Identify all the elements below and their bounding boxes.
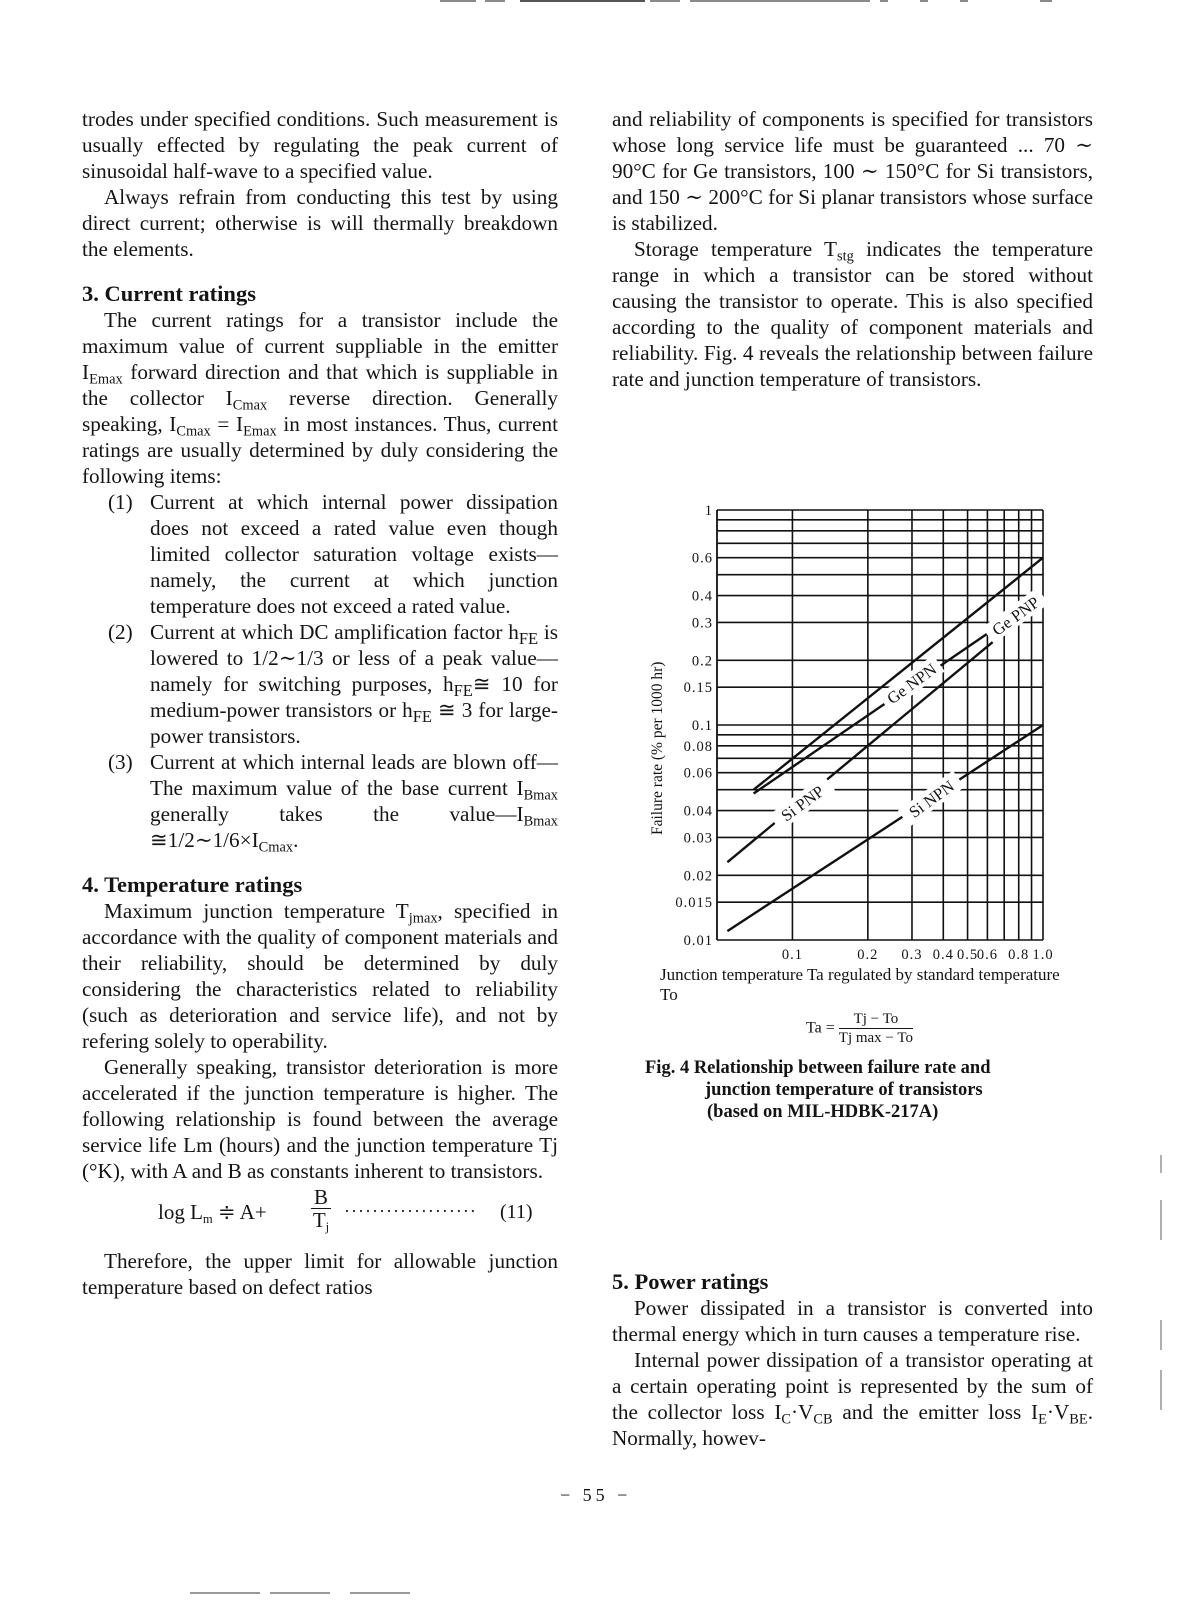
y-tick-label: 0.1 — [691, 718, 713, 734]
y-tick-label: 0.02 — [683, 868, 713, 885]
paragraph: Maximum junction temperature $T_{jmax}$, specified in accordance with the quality of component materials and their reliability, should be determined by duly considering the characteristics related to reliability (such as deterioration and service life), and not by refering solely to operability. — [82, 899, 558, 1053]
y-tick-label: 1 — [704, 503, 713, 519]
right-column-lower — [612, 1268, 1093, 1451]
scan-edge-tick — [1160, 1200, 1162, 1240]
scan-edge-tick — [1160, 1155, 1162, 1173]
paragraph: Internal power dissipation of a transistor operating at a certain operating point is represented by the sum of the collector loss $I_C\cdot V_{CB}$ and the emitter loss $I_E\cdot V_{BE}$. Normally, howev- — [612, 1348, 1093, 1450]
scan-top-edge-marks — [440, 0, 1120, 3]
equation-11: $\log L_m$ ≑ A+ $\frac{B}{T_j}$ ··················· (11) — [158, 1185, 533, 1234]
y-tick-labels — [675, 503, 713, 949]
equation-fraction: $\frac{B}{T_j}$ — [312, 1185, 330, 1234]
y-tick-label: 0.01 — [683, 933, 713, 949]
section-heading-power-ratings: 5. Power ratings — [612, 1269, 769, 1294]
current-rating-items-list — [82, 489, 558, 856]
page-number: − 55 − — [560, 1485, 632, 1505]
x-tick-label: 0.5 — [957, 947, 979, 963]
list-item: (1) Current at which internal power dissipation does not exceed a rated value even though limited collector saturation voltage exists—namely, the current at which junction temperature does not exceed a rated value. — [108, 490, 558, 618]
y-tick-label: 0.4 — [691, 588, 713, 605]
series-labels — [769, 588, 1049, 832]
series-label-si-pnp: Si PNP — [777, 781, 828, 826]
x-tick-labels — [782, 947, 1054, 963]
section-heading-current-ratings: 3. Current ratings — [82, 281, 256, 306]
paragraph: Always refrain from conducting this test by using direct current; otherwise is will thermally breakdown the elements. — [82, 185, 558, 261]
paragraph: and reliability of components is specified for transistors whose long service life must be guaranteed ... 70 ∼ 90°C for Ge transistors, 100 ∼ 150°C for Si transistors, and 150 ∼ 200°C for Si planar transistors whose surface is stabilized. — [612, 107, 1093, 235]
paragraph: Power dissipated in a transistor is converted into thermal energy which in turn causes a temperature rise. — [612, 1296, 1093, 1346]
series-label-ge-pnp: Ge PNP — [988, 592, 1043, 640]
scan-edge-tick — [1160, 1370, 1162, 1410]
scan-edge-tick — [1160, 1320, 1162, 1350]
y-tick-label: 0.06 — [683, 765, 713, 782]
paragraph: Therefore, the upper limit for allowable junction temperature based on defect ratios — [82, 1249, 558, 1299]
y-tick-label: 0.08 — [683, 738, 713, 755]
figure-caption: Fig. 4 Relationship between failure rate and junction temperature of transistors (based on MIL-HDBK-217A) — [645, 1058, 991, 1122]
paragraph: The current ratings for a transistor include the maximum value of current suppliable in the emitter $I_{Emax}$ forward direction and that which is suppliable in the collector $I_{Cmax}$ reverse direction. Generally speaking, $I_{Cmax} = I_{Emax}$ in most instances. Thus, current ratings are usually determined by duly considering the following items: — [82, 308, 558, 488]
y-axis-label: Failure rate (% per 1000 hr) — [649, 661, 666, 835]
x-tick-label: 0.6 — [976, 947, 998, 963]
equation-leader-dots: ··················· — [344, 1201, 477, 1221]
series-line-ge-npn — [754, 558, 1043, 790]
x-tick-label: 0.1 — [781, 947, 803, 963]
x-tick-label: 0.2 — [857, 947, 879, 963]
x-tick-label: 1.0 — [1032, 947, 1054, 963]
section-heading-temperature-ratings: 4. Temperature ratings — [82, 872, 303, 897]
x-tick-label: 0.4 — [932, 947, 954, 963]
x-tick-label: 0.3 — [901, 947, 923, 963]
right-column — [612, 106, 1093, 392]
paragraph: Generally speaking, transistor deterioration is more accelerated if the junction temperature is higher. The following relationship is found between the average service life Lm (hours) and the junction temperature Tj (°K), with A and B as constants inherent to transistors. — [82, 1055, 558, 1183]
y-tick-label: 0.03 — [683, 830, 713, 847]
series-label-si-npn: Si NPN — [905, 776, 958, 822]
failure-rate-chart — [640, 495, 1060, 965]
ta-formula: Ta = $\frac{Tj - To}{\text{Tj max − To}}$ — [806, 1011, 913, 1046]
left-column — [82, 106, 558, 1300]
figure-4 — [640, 495, 1060, 1135]
scan-bottom-edge-marks — [190, 1592, 430, 1594]
y-tick-label: 0.015 — [675, 895, 713, 912]
x-axis-caption: Junction temperature Ta regulated by standard temperature To — [660, 965, 1060, 1004]
y-tick-label: 0.6 — [691, 550, 713, 567]
equation-number: (11) — [500, 1201, 533, 1223]
paragraph: trodes under specified conditions. Such measurement is usually effected by regulating the peak current of sinusoidal half-wave to a specified value. — [82, 107, 558, 183]
y-tick-label: 0.04 — [683, 803, 713, 820]
series-line-si-npn — [727, 725, 1043, 931]
y-tick-label: 0.3 — [691, 615, 713, 632]
y-tick-label: 0.2 — [691, 653, 713, 670]
paragraph: Storage temperature $T_{stg}$ indicates the temperature range in which a transistor can be stored without causing the transistor to operate. This is also specified according to the quality of component materials and reliability. Fig. 4 reveals the relationship between failure rate and junction temperature of transistors. — [612, 237, 1093, 391]
x-tick-label: 0.8 — [1008, 947, 1030, 963]
horizontal-gridlines — [717, 510, 1043, 940]
list-item: (2) Current at which DC amplification factor $h_{FE}$ is lowered to 1/2∼1/3 or less of a peak value—namely for switching purposes, $h_{FE}≅$ 10 for medium-power transistors or $h_{FE}$ ≅ 3 for large-power transistors. — [108, 620, 558, 748]
series-label-ge-npn: Ge NPN — [883, 659, 941, 708]
y-tick-label: 0.15 — [683, 680, 713, 697]
list-item: (3) Current at which internal leads are blown off—The maximum value of the base current $I_{Bmax}$ generally takes the $value—I_{Bmax}$ $≅1/2\sim 1/6\times I_{Cmax}$. — [108, 750, 558, 856]
